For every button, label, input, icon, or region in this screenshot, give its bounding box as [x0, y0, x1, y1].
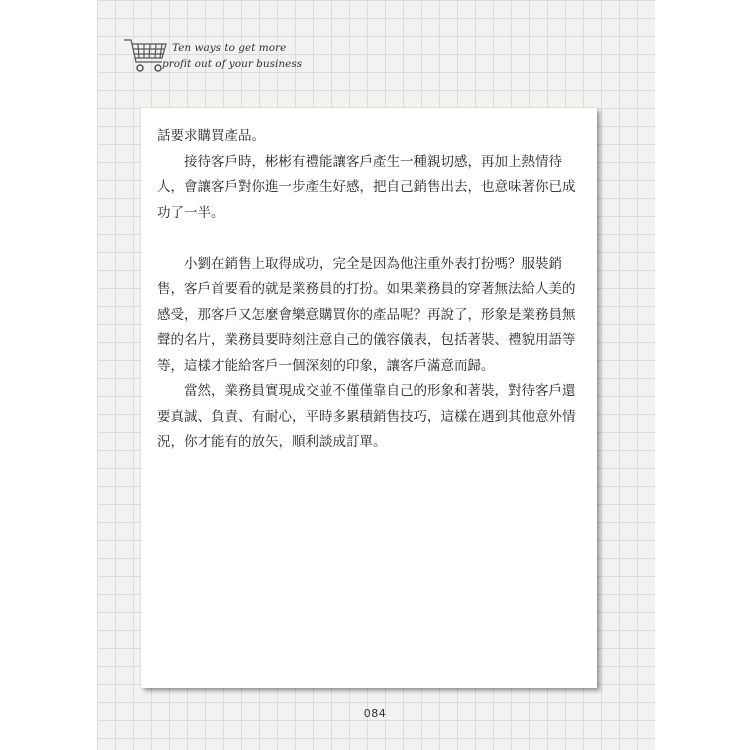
header-title-line2: profit out of your business [162, 58, 303, 70]
paragraph: 小劉在銷售上取得成功，完全是因為他注重外表打扮嗎？服裝銷售，客戶首要看的就是業務員的打扮。如果業務員的穿著無法給人美的感受，那客戶又怎麼會樂意購買你的產品呢？再說了，形象是業務員無聲的名片，業務員要時刻注意自己的儀容儀表，包括著裝、禮貌用語等等，這樣才能給客戶一個深刻的印象，讓客戶滿意而歸。 [157, 255, 576, 374]
text-card [141, 108, 597, 688]
shopping-cart-icon [122, 30, 170, 78]
running-header [122, 30, 322, 82]
paragraph: 當然，業務員實現成交並不僅僅靠自己的形象和著裝，對待客戶還要真誠、負責、有耐心，平時多累積銷售技巧，這樣在遇到其他意外情況，你才能有的放矢，順利談成訂單。 [157, 383, 576, 450]
paragraph-gap [157, 226, 583, 252]
paragraph-continuation: 話要求購買產品。 [157, 128, 265, 144]
header-title-line1: Ten ways to get more [172, 42, 287, 54]
page-number: 084 [363, 707, 387, 720]
body-text [157, 124, 583, 456]
paragraph: 接待客戶時，彬彬有禮能讓客戶產生一種親切感，再加上熱情待人，會讓客戶對你進一步產生好感，把自己銷售出去，也意味著你已成功了一半。 [157, 153, 576, 221]
